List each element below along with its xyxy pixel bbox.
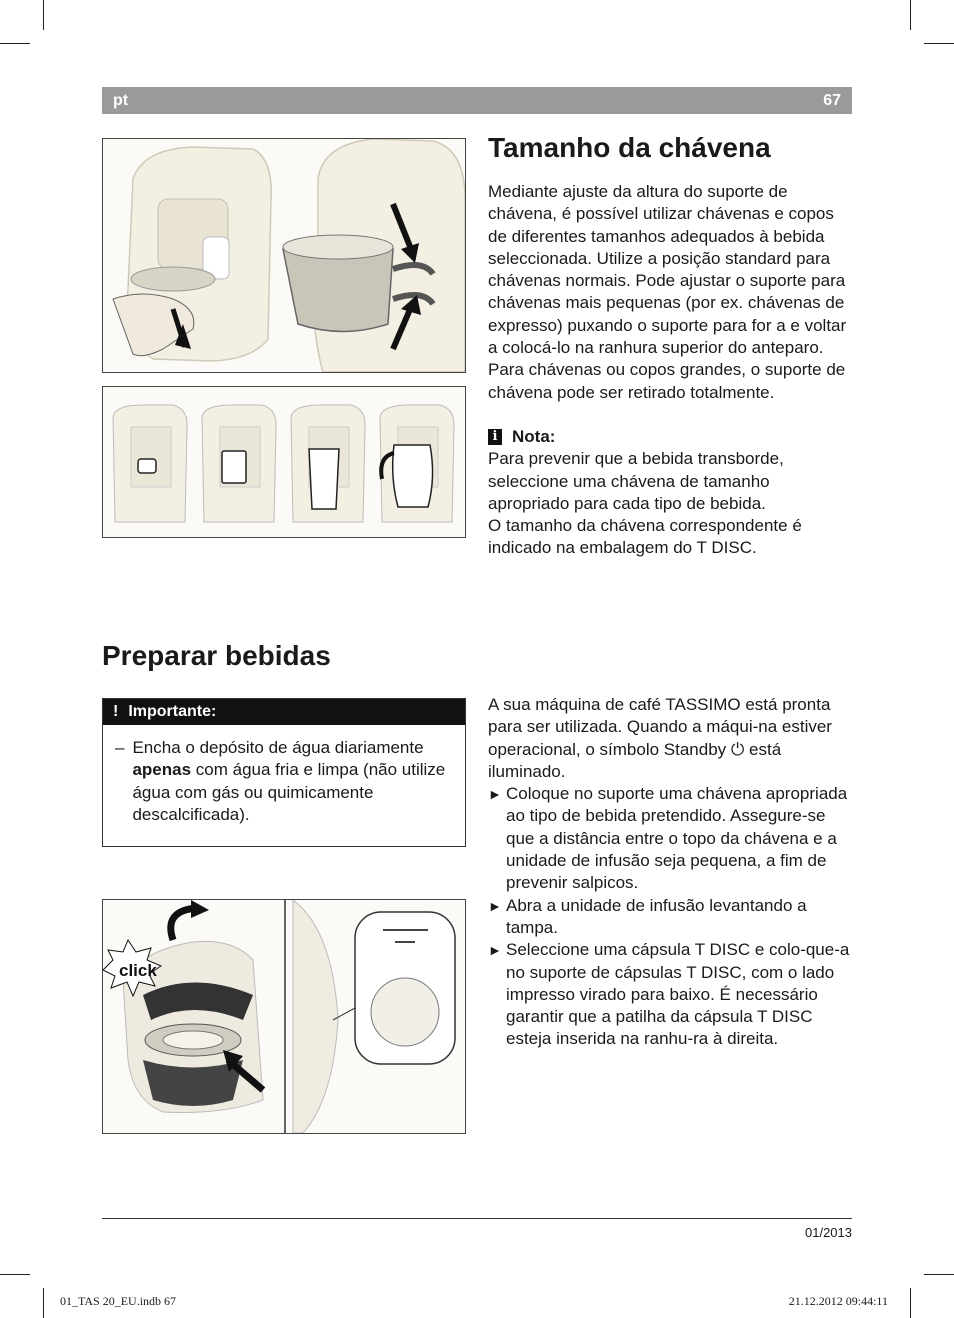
crop-mark xyxy=(924,43,954,44)
figure-cup-holder-adjust xyxy=(102,138,466,373)
brewing-unit-illustration xyxy=(103,900,465,1133)
section-title-cup-size: Tamanho da chávena xyxy=(488,132,771,163)
important-box xyxy=(102,698,466,847)
important-body xyxy=(103,725,465,826)
language-code: pt xyxy=(113,92,129,109)
step-marker-icon: ► xyxy=(488,942,502,959)
crop-mark xyxy=(924,1274,954,1275)
list-item xyxy=(488,895,854,940)
dash-marker: – xyxy=(115,738,125,757)
standby-icon: ⏻ xyxy=(730,739,745,759)
info-icon: i xyxy=(488,429,502,445)
cup-sizes-illustration xyxy=(103,387,465,537)
exclamation-icon: ! xyxy=(113,703,119,720)
prepare-drinks-body xyxy=(488,694,854,1051)
page-header-bar xyxy=(102,87,852,114)
figure-cup-sizes xyxy=(102,386,466,538)
list-item xyxy=(488,939,854,1050)
step-text: Seleccione uma cápsula T DISC e colo-que-a no suporte de cápsulas T DISC, com o lado impresso virado para baixo. É necessário garantir que a patilha da cápsula T DISC esteja inserida na ranhu-ra à direita. xyxy=(506,940,850,1049)
crop-mark xyxy=(43,0,44,30)
important-label: Importante: xyxy=(128,703,217,720)
crop-mark xyxy=(0,1274,30,1275)
cup-size-paragraph: Mediante ajuste da altura do suporte de chávena, é possível utilizar chávenas e copos de diferentes tamanhos adequados à bebida seleccionada. Utilize a posição standard para chávenas normais. Pode ajustar o suporte para chávenas mais pequenas (por ex. chávenas de expresso) puxando o suporte para for a e voltar a colocá-lo na ranhura superior do anteparo. Para chávenas ou copos grandes, o suporte de chávena pode ser retirado totalmente. xyxy=(488,182,847,402)
page-number: 67 xyxy=(823,92,841,109)
crop-mark xyxy=(910,1288,911,1318)
crop-mark xyxy=(43,1288,44,1318)
cup-holder-illustration xyxy=(103,139,465,372)
important-header xyxy=(103,699,465,725)
note-text-1: Para prevenir que a bebida transborde, seleccione uma chávena de tamanho apropriado para cada tipo de bebida. xyxy=(488,449,784,513)
crop-mark xyxy=(0,43,30,44)
important-text-bold: apenas xyxy=(132,760,192,780)
prepare-intro xyxy=(488,694,854,783)
step-marker-icon: ► xyxy=(488,786,502,803)
prepare-intro-end: está iluminado. xyxy=(488,739,782,781)
section-title-prepare-drinks: Preparar bebidas xyxy=(102,640,331,671)
note-label: Nota: xyxy=(512,426,556,446)
important-text xyxy=(132,737,457,826)
cup-size-body xyxy=(488,181,852,560)
step-text: Coloque no suporte uma chávena apropriada ao tipo de bebida pretendido. Assegure-se que a distância entre o topo da chávena e a unidade de infusão seja pequena, a fim de prevenir salpicos. xyxy=(506,784,848,893)
steps-list xyxy=(488,783,854,1051)
footer-rule xyxy=(102,1218,852,1219)
slug-left: 01_TAS 20_EU.indb 67 xyxy=(60,1294,177,1308)
important-text-pre: Encha o depósito de água diariamente xyxy=(132,738,424,757)
footer-date: 01/2013 xyxy=(805,1225,852,1240)
click-label: click xyxy=(119,961,157,980)
slug-right: 21.12.2012 09:44:11 xyxy=(788,1294,888,1308)
note-text-2: O tamanho da chávena correspondente é indicado na embalagem do T DISC. xyxy=(488,516,802,558)
important-text-post: com água fria e limpa (não utilize água com gás ou quimicamente descalcificada). xyxy=(132,760,446,824)
step-marker-icon: ► xyxy=(488,897,502,914)
prepare-intro-text: A sua máquina de café TASSIMO está pronta para ser utilizada. Quando a máqui-na estiver operacional, o símbolo Standby xyxy=(488,695,832,759)
crop-mark xyxy=(910,0,911,30)
step-text: Abra a unidade de infusão levantando a tampa. xyxy=(506,895,807,937)
note-heading xyxy=(488,426,852,448)
list-item xyxy=(488,783,854,894)
figure-open-brewing-unit xyxy=(102,899,466,1134)
